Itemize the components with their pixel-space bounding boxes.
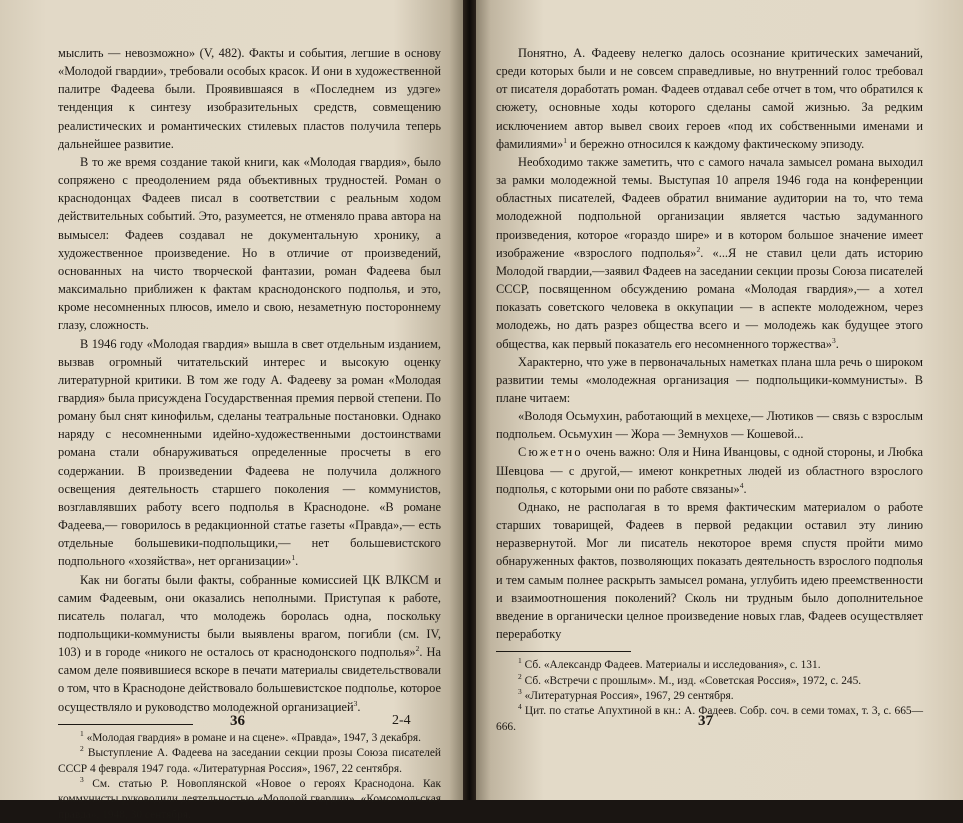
footnote-ref: 3 bbox=[832, 335, 836, 345]
right-body-text bbox=[496, 44, 923, 643]
footnote-ref: 2 bbox=[696, 244, 701, 254]
right-paragraph-4: Однако, не располагая в то время фактическим материалом о работе старших товарищей, Фадеев в первой редакции оставил эту линию неразвернутой. Мог ли писатель некоторое время спустя пройти мимо обнаруженных фактов, позволяющих показать деятельность взрослого подполья и тем самым полнее раскрыть замысел романа, углубить идею преемственности и взаимоотношения поколений? Сколь ни трудным было дополнительное введение в органически целное произведение новых глав, Фадеев осуществляет переработку bbox=[496, 499, 923, 641]
left-paragraph-3: В 1946 году «Молодая гвардия» вышла в свет отдельным изданием, вызвав огромный читательский интерес и высокую оценку литературной критики. В том же году А. Фадееву за роман «Молодая гвардия» была присуждена Государственная премия первой степени. По роману был снят кинофильм, сделаны театральные постановки. Однако наряду с несомненными идейно-художественными достоинствами романа стали обнаруживаться определенные просчеты в его содержании. В произведении Фадеева не получила должного освещения деятельность старшего поколения — коммунистов, возглавлявших работу всего подполья в Краснодоне. «В романе Фадеева,— говорилось в редакционной статье газеты «Правда»,— есть отдельные большевики-подпольщики,— нет большевистского подпольного «хозяйства», нет организации»$^1$. bbox=[58, 336, 441, 569]
right-paragraph-1: Понятно, А. Фадееву нелегко далось осознание критических замечаний, среди которых были и не совсем справедливые, но внутренний голос требовал от писателя доработать роман. Фадеев отдавал себе отчет в том, что обратился к сюжету, основные ходы которого сделаны самой жизнью. За редким исключением автор вывел своих героев «под их собственными именами и фамилиями»$^1$ и бережно относился к каждому фактическому эпизоду. bbox=[496, 46, 923, 151]
footnote-ref: 3 bbox=[353, 698, 358, 708]
left-body-text bbox=[58, 44, 441, 716]
footnote: $^2$ Выступление А. Фадеева на заседании секции прозы Союза писателей СССР 4 февраля 1947 года. «Литературная Россия», 1967, 22 сентября. bbox=[58, 744, 441, 775]
footnote: $^1$ «Молодая гвардия» в романе и на сцене». «Правда», 1947, 3 декабря. bbox=[80, 728, 422, 744]
page-number: 37 bbox=[698, 713, 713, 729]
plan-quote: «Володя Осьмухин, работающий в мехцехе,— Лютиков — связь с взрослым подпольем. Осьмухин — Жора — Земнухов — Кошевой... bbox=[496, 409, 923, 442]
printer-signature: 2-4 bbox=[392, 713, 411, 728]
footnote-ref: 2 bbox=[415, 644, 420, 654]
footnote: $^4$ Цит. по статье Апухтиной в кн.: А. Фадеев. Собр. соч. в семи томах, т. 3, с. 665—666. bbox=[496, 702, 923, 733]
spaced-word: Сюжетно bbox=[518, 445, 583, 460]
right-paragraph-2: Необходимо также заметить, что с самого начала замысел романа выходил за рамки молодежной темы. Выступая 10 апреля 1946 года на конференции областных писателей, Фадеев обратил внимание аудитории на то, что тема молодежной подпольной организации является частью задуманного произведения, которое «гораздо шире» и в котором большое значение имеет изображение «взрослого подполья»$^2$. «...Я не ставил цели дать историю Молодой гвардии,—заявил Фадеев на заседании секции прозы Союза писателей СССР, посвященном обсуждению романа «Молодая гвардия»,— а хотел показать советского человека в оккупации — в аспекте молодежном, через молодежь, но дать разрез общества всего и — молодежь как будущее этого общества, как первый показатель его несомненного торжества»$^3$. bbox=[496, 154, 923, 351]
footnote-ref: 4 bbox=[739, 480, 744, 490]
footnote: $^1$ Сб. «Александр Фадеев. Материалы и исследования», с. 131. bbox=[518, 656, 821, 672]
left-footnotes bbox=[58, 728, 441, 823]
footnote: $^3$ См. статью Р. Новоплянской «Новое о героях Краснодона. Как коммунисты руководили деятельностью «Молодой гвардии». «Комсомольская правда», 1948, 30 сентября. bbox=[58, 775, 441, 821]
footnote-ref: 1 bbox=[563, 135, 567, 145]
footnote-ref: 1 bbox=[291, 553, 296, 563]
left-paragraph-4: Как ни богаты были факты, собранные комиссией ЦК ВЛКСМ и самим Фадеевым, они оказались неполными. Приступая к работе, писатель полагал, что молодежь боролась одна, поскольку подпольщики-коммунисты были выявлены врагом, погибли (см. IV, 103) и в городе «никого не осталось от краснодонского подполья»$^2$. На самом деле появившиеся вскоре в печати материалы свидетельствовали о том, что в Краснодоне действовало большевистское подполье, которое осуществляло и руководство молодежной организацией$^3$. bbox=[58, 572, 441, 714]
left-paragraph-2: В то же время создание такой книги, как «Молодая гвардия», было сопряжено с преодолением ряда объективных трудностей. Роман о краснодонцах Фадеев писал в соответствии с реальным ходом действительных событий. Это, разумеется, не отменяло права автора на вымысел: Фадеев создавал не документальную хронику, а художественное произведение. Но в отличие от произведений, основанных на чисто творческой фантазии, роман Фадеева был максимально приближен к фактам краснодонского подполья, и это, кроме несомненных плюсов, имело и свою, незаметную постороннему глазу, сложность. bbox=[58, 154, 441, 333]
footnote: $^3$ «Литературная Россия», 1967, 29 сентября. bbox=[518, 687, 734, 702]
plan-quote-continued: Сюжетно очень важно: Оля и Нина Иванцовы, с одной стороны, и Любка Шевцова — с другой,— имеют конкретных людей из областного взрослого подполья, с которыми они по работе связаны»$^4$. bbox=[496, 445, 923, 496]
left-paragraph-1: мыслить — невозможно» (V, 482). Факты и события, легшие в основу «Молодой гвардии», требовали особых красок. И они в художественной палитре Фадеева были. Проявившаяся в «Последнем из удэге» тенденция к синтезу изобразительных средств, совмещению реалистических и романтических стилевых пластов получила теперь дальнейшее развитие. bbox=[58, 46, 441, 151]
right-paragraph-3: Характерно, что уже в первоначальных наметках плана шла речь о широком развитии темы «молодежная организация — подпольщики-коммунисты». В плане читаем: bbox=[496, 354, 923, 405]
page-number: 36 bbox=[230, 713, 245, 729]
footnote: $^2$ Сб. «Встречи с прошлым». М., изд. «Советская Россия», 1972, с. 245. bbox=[518, 671, 862, 687]
footnote-divider bbox=[496, 651, 631, 652]
left-page bbox=[0, 0, 463, 821]
book-gutter bbox=[463, 0, 476, 800]
right-page bbox=[476, 0, 963, 800]
footnote-divider bbox=[58, 724, 193, 725]
